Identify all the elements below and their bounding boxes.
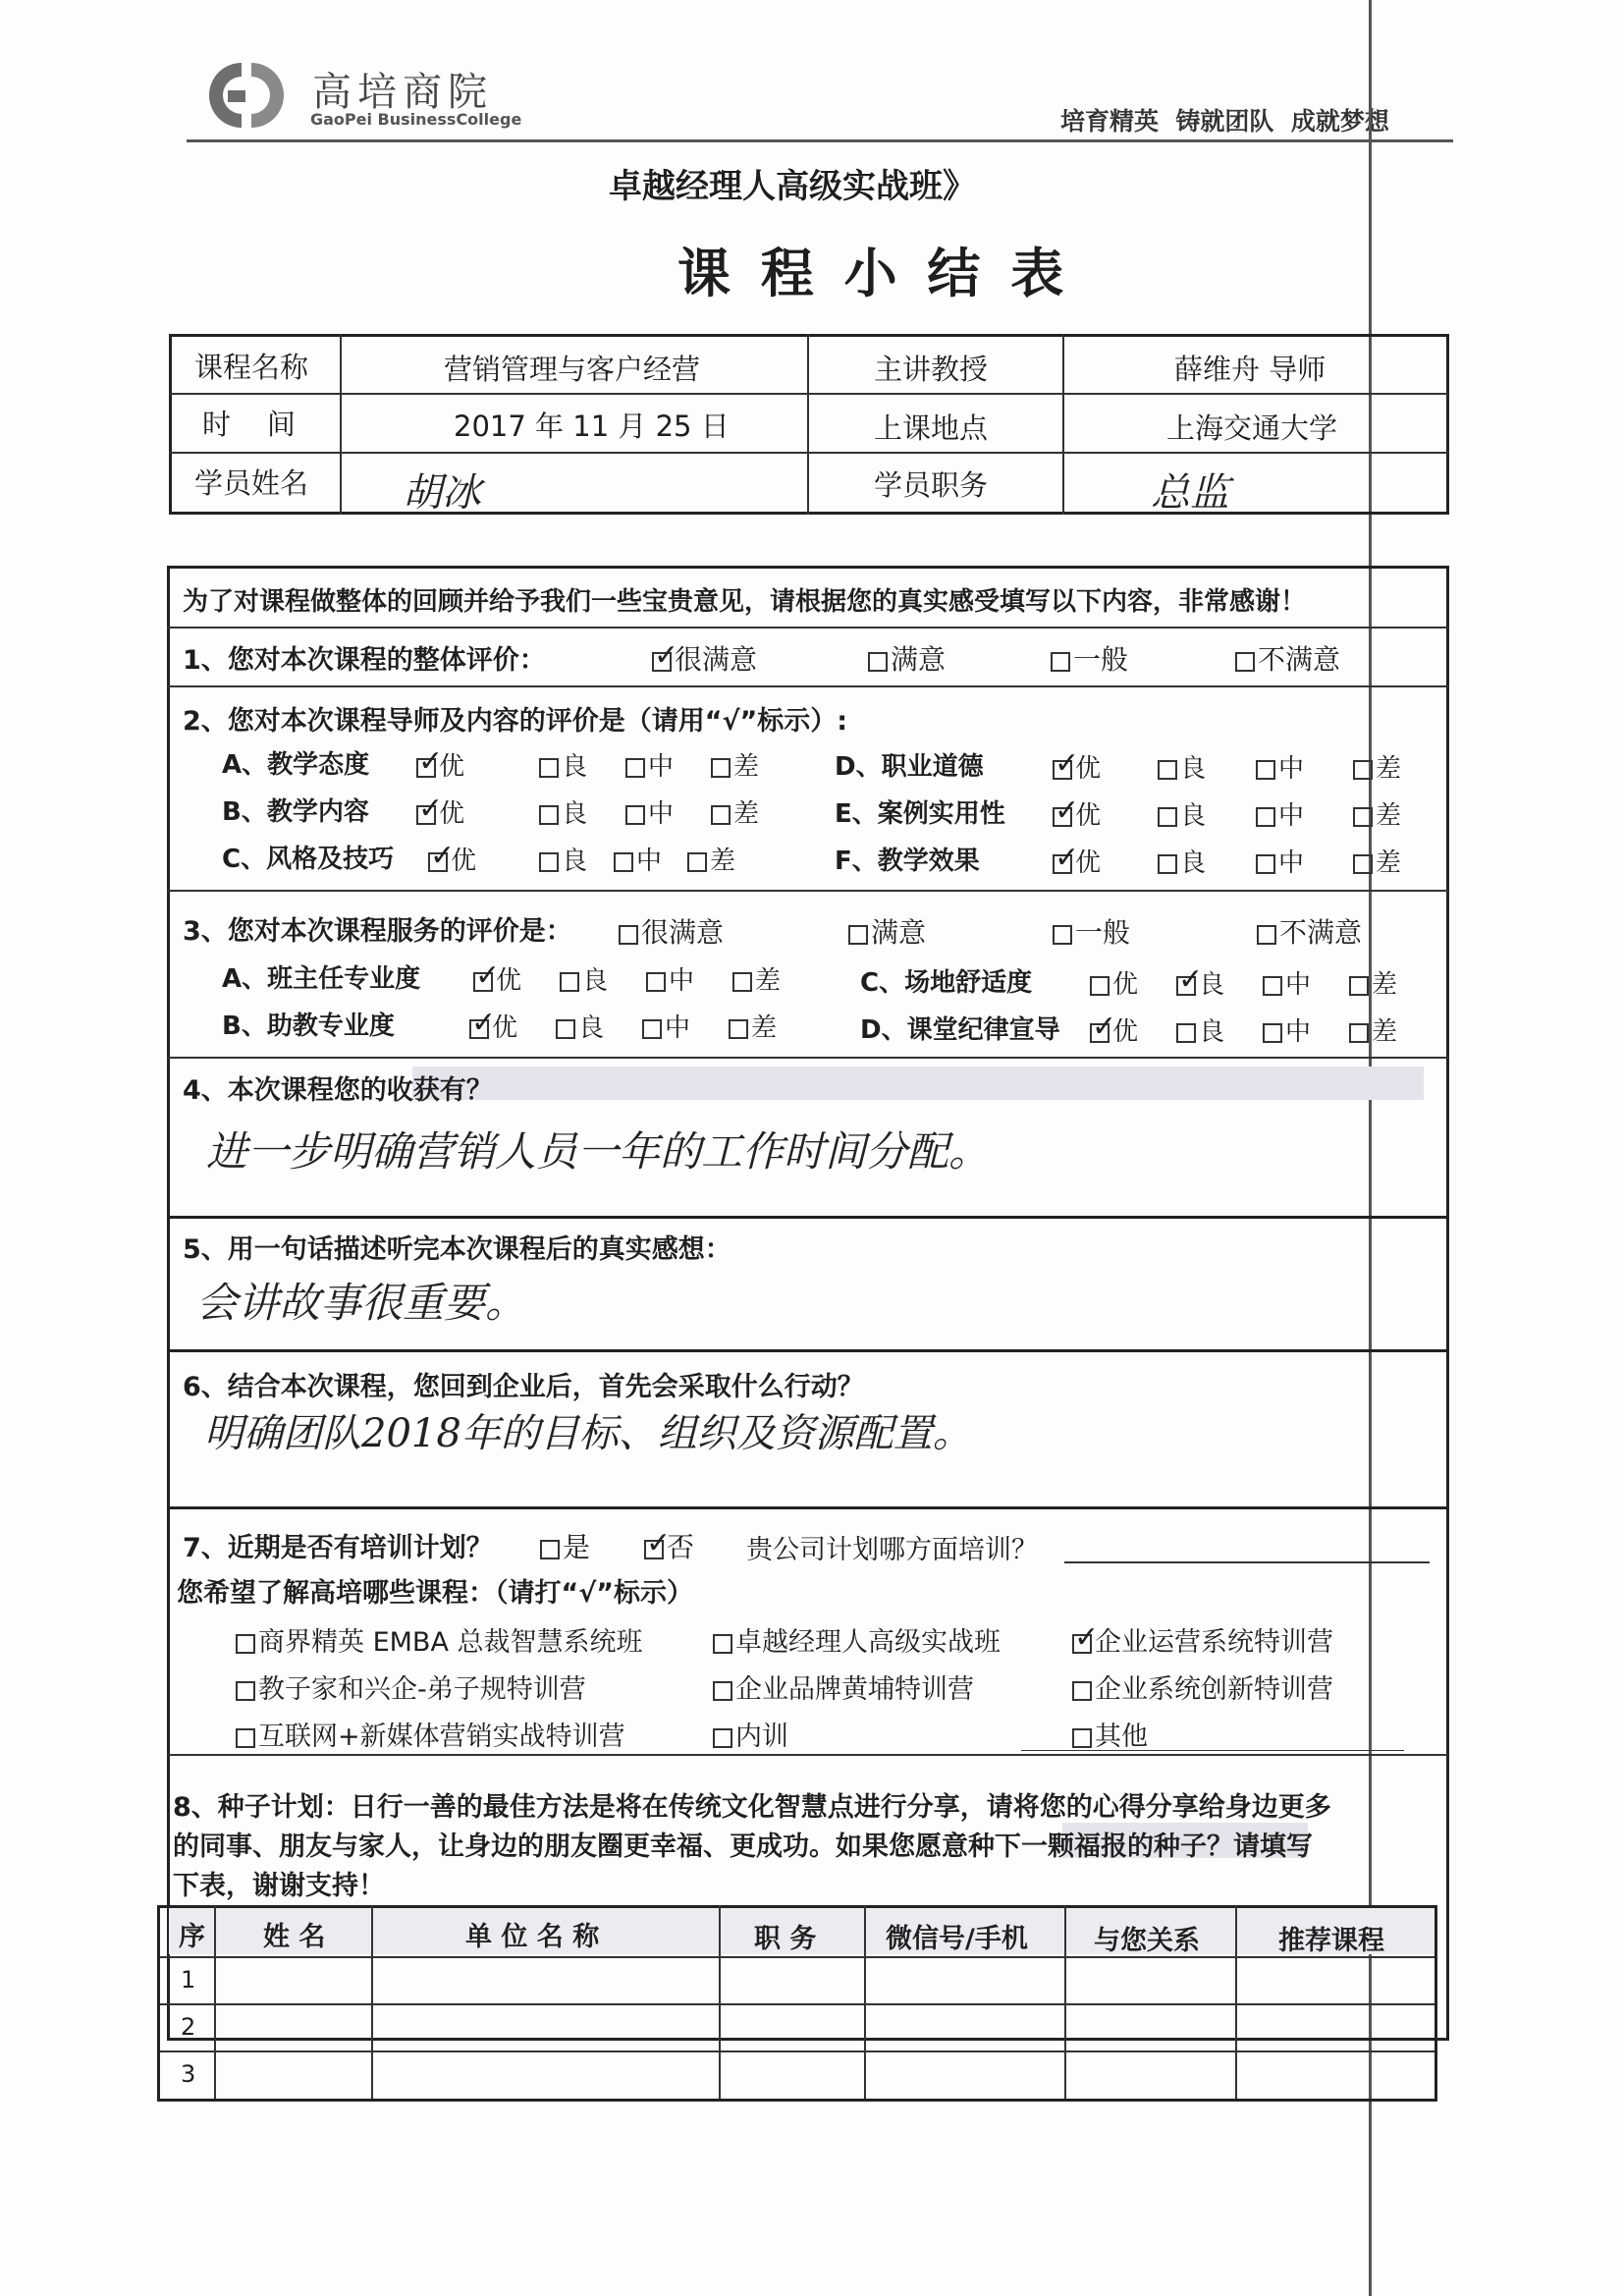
q7-courses-text: 您希望了解高培哪些课程：（请打“√”标示） xyxy=(177,1578,693,1609)
course-option[interactable]: 企业系统创新特训营 xyxy=(1072,1667,1333,1706)
checkbox[interactable] xyxy=(1349,976,1369,996)
course-option[interactable]: 其他 xyxy=(1072,1715,1148,1753)
rating-item-label: B、助教专业度 xyxy=(222,1011,395,1041)
student-label: 学员姓名 xyxy=(194,466,309,500)
checkbox[interactable] xyxy=(1072,1728,1092,1748)
checkbox[interactable] xyxy=(1256,854,1275,874)
rating-option[interactable]: 良 xyxy=(539,793,587,830)
rating-option[interactable]: 中 xyxy=(1263,1011,1311,1048)
checkbox-checked[interactable] xyxy=(473,972,493,992)
q1-option-very-satisfied[interactable]: ✓ 很满意 xyxy=(652,638,757,678)
q2-text: 2、您对本次课程导师及内容的评价是（请用“√”标示）: xyxy=(183,706,848,737)
checkbox[interactable] xyxy=(711,758,731,778)
checkbox-checked[interactable] xyxy=(1053,760,1072,780)
program-title: 卓越经理人高级实战班》 xyxy=(609,167,976,206)
checkbox[interactable] xyxy=(539,852,559,872)
checkbox[interactable] xyxy=(236,1634,255,1654)
checkbox[interactable] xyxy=(1256,807,1275,827)
q3-option-very-satisfied[interactable]: 很满意 xyxy=(619,911,724,951)
course-option[interactable]: 企业品牌黄埔特训营 xyxy=(713,1667,974,1706)
checkbox-checked[interactable] xyxy=(428,852,448,872)
place-value: 上海交通大学 xyxy=(1166,411,1338,445)
checkbox[interactable] xyxy=(732,972,752,992)
rating-option[interactable]: 差 xyxy=(732,960,781,997)
course-option[interactable]: ✓ 企业运营系统特训营 xyxy=(1072,1620,1333,1659)
checkbox[interactable] xyxy=(1158,760,1177,780)
q1-option-satisfied[interactable]: 满意 xyxy=(868,638,946,678)
checkbox[interactable] xyxy=(1256,760,1275,780)
course-option[interactable]: 互联网+新媒体营销实战特训营 xyxy=(236,1715,625,1753)
rating-option[interactable]: 差 xyxy=(1349,964,1397,1001)
rating-option[interactable]: 中 xyxy=(1256,843,1304,879)
rating-option[interactable]: 中 xyxy=(642,1008,690,1044)
role-label: 学员职务 xyxy=(874,468,989,502)
rating-option[interactable]: 良 xyxy=(1176,1011,1224,1048)
checkbox[interactable] xyxy=(687,852,707,872)
q7-option-no[interactable]: ✓ 否 xyxy=(644,1526,694,1565)
rating-item-label: B、教学内容 xyxy=(222,797,369,827)
checkbox[interactable] xyxy=(1263,976,1282,996)
checkbox[interactable] xyxy=(539,758,559,778)
col-header-no: 序 xyxy=(179,1922,205,1952)
q5-answer[interactable]: 会讲故事很重要。 xyxy=(196,1279,527,1327)
q7-text: 7、近期是否有培训计划？ xyxy=(183,1533,493,1563)
row-number: 1 xyxy=(181,1966,196,1994)
rating-option[interactable]: ✓ 优 xyxy=(1090,1011,1138,1048)
checkbox[interactable] xyxy=(729,1019,748,1039)
checkbox[interactable] xyxy=(1349,1023,1369,1043)
course-option[interactable]: 教子家和兴企-弟子规特训营 xyxy=(236,1667,586,1706)
checkbox[interactable] xyxy=(713,1728,732,1748)
rating-item-label: A、教学态度 xyxy=(222,750,370,780)
rating-option[interactable]: 差 xyxy=(729,1008,777,1044)
rating-option[interactable]: 差 xyxy=(1349,1011,1397,1048)
rating-option[interactable]: 中 xyxy=(1256,795,1304,832)
checkbox[interactable] xyxy=(711,805,731,825)
q3-text: 3、您对本次课程服务的评价是： xyxy=(183,916,572,947)
course-value: 营销管理与客户经营 xyxy=(444,353,701,386)
checkbox[interactable] xyxy=(1072,1681,1092,1701)
rating-option[interactable]: 良 xyxy=(556,1008,604,1044)
checkbox-checked[interactable] xyxy=(1176,976,1196,996)
checkbox-checked[interactable] xyxy=(652,652,672,672)
role-value: 总监 xyxy=(1151,470,1229,516)
checkbox[interactable] xyxy=(646,972,666,992)
student-value: 胡冰 xyxy=(403,470,481,516)
col-header-relation: 与您关系 xyxy=(1094,1926,1200,1956)
course-option[interactable]: 内训 xyxy=(713,1715,788,1753)
time-label: 时 间 xyxy=(202,408,296,441)
checkbox[interactable] xyxy=(614,852,633,872)
rating-item-label: C、场地舒适度 xyxy=(860,968,1033,998)
rating-option[interactable]: ✓ 优 xyxy=(428,841,476,877)
col-header-name: 姓 名 xyxy=(263,1922,326,1952)
checkbox[interactable] xyxy=(619,925,638,945)
checkbox[interactable] xyxy=(1235,652,1255,672)
header-rule xyxy=(187,139,1453,142)
checkbox[interactable] xyxy=(848,925,868,945)
q1-option-unsatisfied[interactable]: 不满意 xyxy=(1235,638,1340,678)
checkbox[interactable] xyxy=(713,1681,732,1701)
place-label: 上课地点 xyxy=(874,411,989,445)
q7-other-blank[interactable] xyxy=(1021,1750,1404,1751)
rating-option[interactable]: 中 xyxy=(1263,964,1311,1001)
logo-mark xyxy=(185,57,302,134)
rating-option[interactable]: 差 xyxy=(711,746,759,783)
rating-option[interactable]: 中 xyxy=(625,793,674,830)
rating-option[interactable]: 良 xyxy=(1158,748,1206,785)
teacher-value: 薛维舟 导师 xyxy=(1174,353,1326,386)
checkbox[interactable] xyxy=(1263,1023,1282,1043)
checkbox[interactable] xyxy=(868,652,888,672)
rating-item-label: D、职业道德 xyxy=(835,752,984,782)
rating-option[interactable]: ✓ 优 xyxy=(416,746,464,783)
rating-option[interactable]: ✓ 优 xyxy=(469,1008,517,1044)
checkbox-checked[interactable] xyxy=(416,805,436,825)
rating-option[interactable]: 差 xyxy=(1353,795,1401,832)
col-header-position: 职 务 xyxy=(754,1924,817,1954)
col-header-wechat: 微信号/手机 xyxy=(886,1924,1028,1954)
rating-item-label: C、风格及技巧 xyxy=(222,845,395,874)
col-header-company: 单 位 名 称 xyxy=(465,1922,600,1952)
course-label: 课程名称 xyxy=(194,351,309,384)
time-value: 2017 年 11 月 25 日 xyxy=(454,410,730,443)
slogan: 培育精英 铸就团队 成就梦想 xyxy=(1060,107,1389,136)
checkbox[interactable] xyxy=(1176,1023,1196,1043)
checkbox-checked[interactable] xyxy=(1090,1023,1110,1043)
checkbox[interactable] xyxy=(1053,925,1072,945)
q7-plan-blank[interactable] xyxy=(1064,1561,1430,1563)
checkbox[interactable] xyxy=(1090,976,1110,996)
q7-option-yes[interactable]: 是 xyxy=(540,1526,590,1565)
rating-option[interactable]: ✓ 良 xyxy=(1176,964,1224,1001)
course-option[interactable]: 商界精英 EMBA 总裁智慧系统班 xyxy=(236,1620,643,1659)
checkbox[interactable] xyxy=(1353,760,1373,780)
checkbox-checked[interactable] xyxy=(416,758,436,778)
course-option[interactable]: 卓越经理人高级实战班 xyxy=(713,1620,1001,1659)
rating-option[interactable]: ✓ 优 xyxy=(1053,748,1101,785)
rating-item-label: E、案例实用性 xyxy=(835,799,1005,829)
checkbox[interactable] xyxy=(642,1019,662,1039)
checkbox-checked[interactable] xyxy=(1053,854,1072,874)
checkbox[interactable] xyxy=(1353,807,1373,827)
form-title: 课 程 小 结 表 xyxy=(677,243,1070,304)
rating-option[interactable]: 优 xyxy=(1090,964,1138,1001)
teacher-label: 主讲教授 xyxy=(874,353,989,386)
checkbox[interactable] xyxy=(556,1019,575,1039)
checkbox[interactable] xyxy=(540,1540,560,1559)
checkbox[interactable] xyxy=(1257,925,1276,945)
rating-option[interactable]: 中 xyxy=(646,960,694,997)
rating-item-label: A、班主任专业度 xyxy=(222,964,421,994)
q3-option-satisfied[interactable]: 满意 xyxy=(848,911,926,951)
row-number: 3 xyxy=(181,2060,196,2088)
q5-text: 5、用一句话描述听完本次课程后的真实感想： xyxy=(183,1234,731,1265)
checkbox-checked[interactable] xyxy=(469,1019,489,1039)
rating-item-label: F、教学效果 xyxy=(835,847,980,876)
q1-option-average[interactable]: 一般 xyxy=(1051,638,1128,678)
rating-option[interactable]: 中 xyxy=(625,746,674,783)
q8-line3: 下表，谢谢支持！ xyxy=(173,1871,385,1901)
rating-option[interactable]: 差 xyxy=(687,841,735,877)
logo-chinese: 高培商院 xyxy=(312,70,493,115)
rating-option[interactable]: 良 xyxy=(1158,843,1206,879)
rating-option[interactable]: ✓ 优 xyxy=(1053,795,1101,832)
logo-english: GaoPei BusinessCollege xyxy=(310,110,522,129)
rating-option[interactable]: 良 xyxy=(1158,795,1206,832)
q8-line2: 的同事、朋友与家人，让身边的朋友圈更幸福、更成功。如果您愿意种下一颗福报的种子？请填写 xyxy=(173,1831,1313,1862)
q6-text: 6、结合本次课程，您回到企业后，首先会采取什么行动？ xyxy=(183,1372,864,1402)
q1-text: 1、您对本次课程的整体评价： xyxy=(183,645,546,676)
checkbox[interactable] xyxy=(560,972,579,992)
checkbox[interactable] xyxy=(1353,854,1373,874)
rating-option[interactable]: ✓ 优 xyxy=(1053,843,1101,879)
rating-option[interactable]: ✓ 优 xyxy=(473,960,521,997)
checkbox-checked[interactable] xyxy=(644,1540,664,1559)
row-number: 2 xyxy=(181,2013,196,2041)
rating-option[interactable]: 中 xyxy=(1256,748,1304,785)
q3-option-unsatisfied[interactable]: 不满意 xyxy=(1257,911,1362,951)
checkbox[interactable] xyxy=(625,758,645,778)
checkbox[interactable] xyxy=(236,1728,255,1748)
checkbox[interactable] xyxy=(236,1681,255,1701)
rating-option[interactable]: 差 xyxy=(1353,843,1401,879)
rating-option[interactable]: 良 xyxy=(539,841,587,877)
q7-plan-text: 贵公司计划哪方面培训？ xyxy=(746,1535,1038,1565)
rating-option[interactable]: 差 xyxy=(711,793,759,830)
q4-answer[interactable]: 进一步明确营销人员一年的工作时间分配。 xyxy=(206,1127,991,1175)
q6-answer[interactable]: 明确团队2018年的目标、组织及资源配置。 xyxy=(204,1411,972,1456)
rating-item-label: D、课堂纪律宣导 xyxy=(860,1015,1060,1045)
q4-text: 4、本次课程您的收获有？ xyxy=(183,1075,493,1106)
q8-line1: 8、种子计划：日行一善的最佳方法是将在传统文化智慧点进行分享，请将您的心得分享给身边更多 xyxy=(173,1792,1331,1823)
rating-option[interactable]: 差 xyxy=(1353,748,1401,785)
col-header-course: 推荐课程 xyxy=(1278,1926,1384,1956)
rating-option[interactable]: ✓ 优 xyxy=(416,793,464,830)
q3-option-average[interactable]: 一般 xyxy=(1053,911,1130,951)
checkbox-checked[interactable] xyxy=(1072,1634,1092,1654)
q4-shade xyxy=(412,1066,1424,1100)
checkbox[interactable] xyxy=(625,805,645,825)
rating-option[interactable]: 良 xyxy=(539,746,587,783)
checkbox[interactable] xyxy=(1158,854,1177,874)
checkbox[interactable] xyxy=(1158,807,1177,827)
checkbox[interactable] xyxy=(713,1634,732,1654)
rating-option[interactable]: 中 xyxy=(614,841,662,877)
rating-option[interactable]: 良 xyxy=(560,960,608,997)
checkbox[interactable] xyxy=(1051,652,1070,672)
checkbox[interactable] xyxy=(539,805,559,825)
checkbox-checked[interactable] xyxy=(1053,807,1072,827)
intro-text: 为了对课程做整体的回顾并给予我们一些宝贵意见，请根据您的真实感受填写以下内容，非常感谢！ xyxy=(183,587,1307,617)
